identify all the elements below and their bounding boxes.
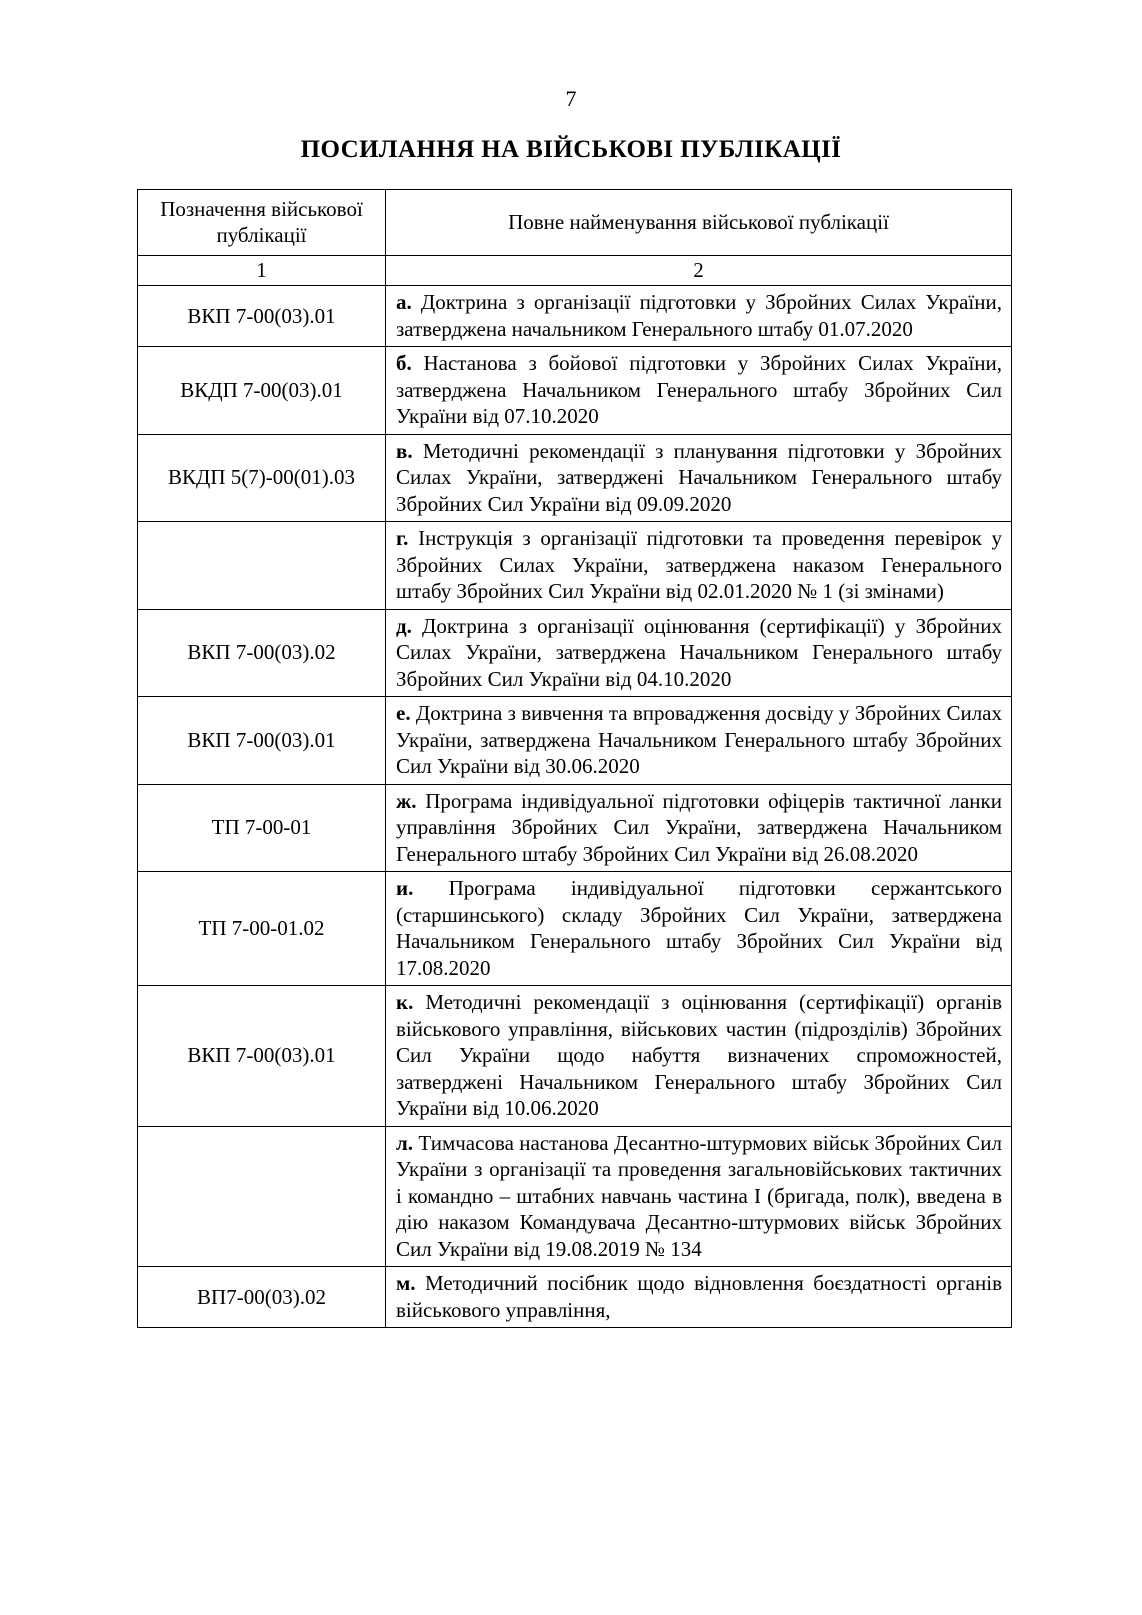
publication-code-cell: ВКП 7-00(03).01 xyxy=(138,286,386,347)
publication-description-cell xyxy=(386,286,1012,347)
page-number: 7 xyxy=(565,86,577,111)
item-marker: в. xyxy=(396,438,413,463)
publication-code-cell: ВП7-00(03).02 xyxy=(138,1267,386,1328)
table-row xyxy=(138,286,1012,347)
item-text: Доктрина з організації оцінювання (сертифікації) у Збройних Силах України, затверджена Начальником Генерального штабу Збройних Сил України від 04.10.2020 xyxy=(396,613,1002,691)
table-body xyxy=(138,286,1012,1328)
item-marker: к. xyxy=(396,990,414,1014)
item-text: Методичні рекомендації з планування підготовки у Збройних Силах України, затверджені Начальником Генерального штабу Збройних Сил України від 09.09.2020 xyxy=(396,438,1002,516)
publication-code-cell xyxy=(138,1126,386,1267)
item-marker: л. xyxy=(396,1130,414,1155)
table-row xyxy=(138,872,1012,986)
item-text: Програма індивідуальної підготовки сержантського (старшинського) складу Збройних Сил України, затверджена Начальником Генерального штабу Збройних Сил України від 17.08.2020 xyxy=(396,876,1002,980)
item-text: Тимчасова настанова Десантно-штурмових військ Збройних Сил України з організації та проведення загальновійськових тактичних і командно – штабних навчань частина I (бригада, полк), введена в дію наказом Командувача Десантно-штурмових військ Збройних Сил України від 19.08.2019 № 134 xyxy=(396,1130,1002,1261)
publications-table-wrapper xyxy=(137,189,1011,1328)
table-row xyxy=(138,986,1012,1127)
table-row xyxy=(138,697,1012,785)
item-marker: б. xyxy=(396,351,412,375)
column-number-1: 1 xyxy=(138,256,386,286)
publication-description-cell xyxy=(386,1126,1012,1267)
publication-description-cell xyxy=(386,522,1012,610)
item-marker: м. xyxy=(396,1271,416,1295)
publications-table xyxy=(137,189,1012,1328)
publication-code-cell: ВКДП 5(7)-00(01).03 xyxy=(138,434,386,522)
publication-code-cell: ВКП 7-00(03).01 xyxy=(138,697,386,785)
item-marker: е. xyxy=(396,701,411,725)
publication-description-cell xyxy=(386,872,1012,986)
publication-description-cell xyxy=(386,609,1012,697)
table-row xyxy=(138,522,1012,610)
item-text: Доктрина з вивчення та впровадження досвіду у Збройних Силах України, затверджена Начальником Генерального штабу Збройних Сил України від 30.06.2020 xyxy=(396,701,1002,778)
header-full-name: Повне найменування військової публікації xyxy=(386,190,1012,256)
publication-description-cell xyxy=(386,347,1012,435)
table-row xyxy=(138,1267,1012,1328)
item-text: Інструкція з організації підготовки та проведення перевірок у Збройних Силах України, затверджена наказом Генерального штабу Збройних Сил України від 02.01.2020 № 1 (зі змінами) xyxy=(396,526,1002,603)
item-marker: д. xyxy=(396,613,412,638)
item-text: Методичні рекомендації з оцінювання (сертифікації) органів військового управління, військових частин (підрозділів) Збройних Сил України щодо набуття визначених спроможностей, затверджені Начальником Генерального штабу Збройних Сил України від 10.06.2020 xyxy=(396,990,1002,1120)
publication-code-cell: ВКП 7-00(03).02 xyxy=(138,609,386,697)
table-row xyxy=(138,609,1012,697)
header-designation: Позначення військової публікації xyxy=(138,190,386,256)
item-marker: а. xyxy=(396,290,412,314)
publication-code-cell: ВКДП 7-00(03).01 xyxy=(138,347,386,435)
publication-code-cell: ВКП 7-00(03).01 xyxy=(138,986,386,1127)
item-marker: и. xyxy=(396,876,414,900)
item-text: Програма індивідуальної підготовки офіцерів тактичної ланки управління Збройних Сил України, затверджена Начальником Генерального штабу Збройних Сил України від 26.08.2020 xyxy=(396,788,1002,866)
publication-description-cell xyxy=(386,784,1012,872)
publication-description-cell xyxy=(386,986,1012,1127)
item-text: Настанова з бойової підготовки у Збройних Силах України, затверджена Начальником Генерального штабу Збройних Сил України від 07.10.2020 xyxy=(396,351,1002,428)
item-text: Методичний посібник щодо відновлення боєздатності органів військового управління, xyxy=(396,1271,1002,1322)
table-column-number-row xyxy=(138,256,1012,286)
item-marker: ж. xyxy=(396,788,417,813)
publication-description-cell xyxy=(386,1267,1012,1328)
item-marker: г. xyxy=(396,526,409,550)
table-row xyxy=(138,1126,1012,1267)
table-header-row xyxy=(138,190,1012,256)
publication-code-cell xyxy=(138,522,386,610)
table-row xyxy=(138,347,1012,435)
publication-description-cell xyxy=(386,434,1012,522)
table-row xyxy=(138,434,1012,522)
column-number-2: 2 xyxy=(386,256,1012,286)
table-row xyxy=(138,784,1012,872)
item-text: Доктрина з організації підготовки у Збройних Силах України, затверджена начальником Генерального штабу 01.07.2020 xyxy=(396,290,1002,341)
page-title: ПОСИЛАННЯ НА ВІЙСЬКОВІ ПУБЛІКАЦІЇ xyxy=(300,136,842,163)
publication-code-cell: ТП 7-00-01 xyxy=(138,784,386,872)
publication-code-cell: ТП 7-00-01.02 xyxy=(138,872,386,986)
publication-description-cell xyxy=(386,697,1012,785)
